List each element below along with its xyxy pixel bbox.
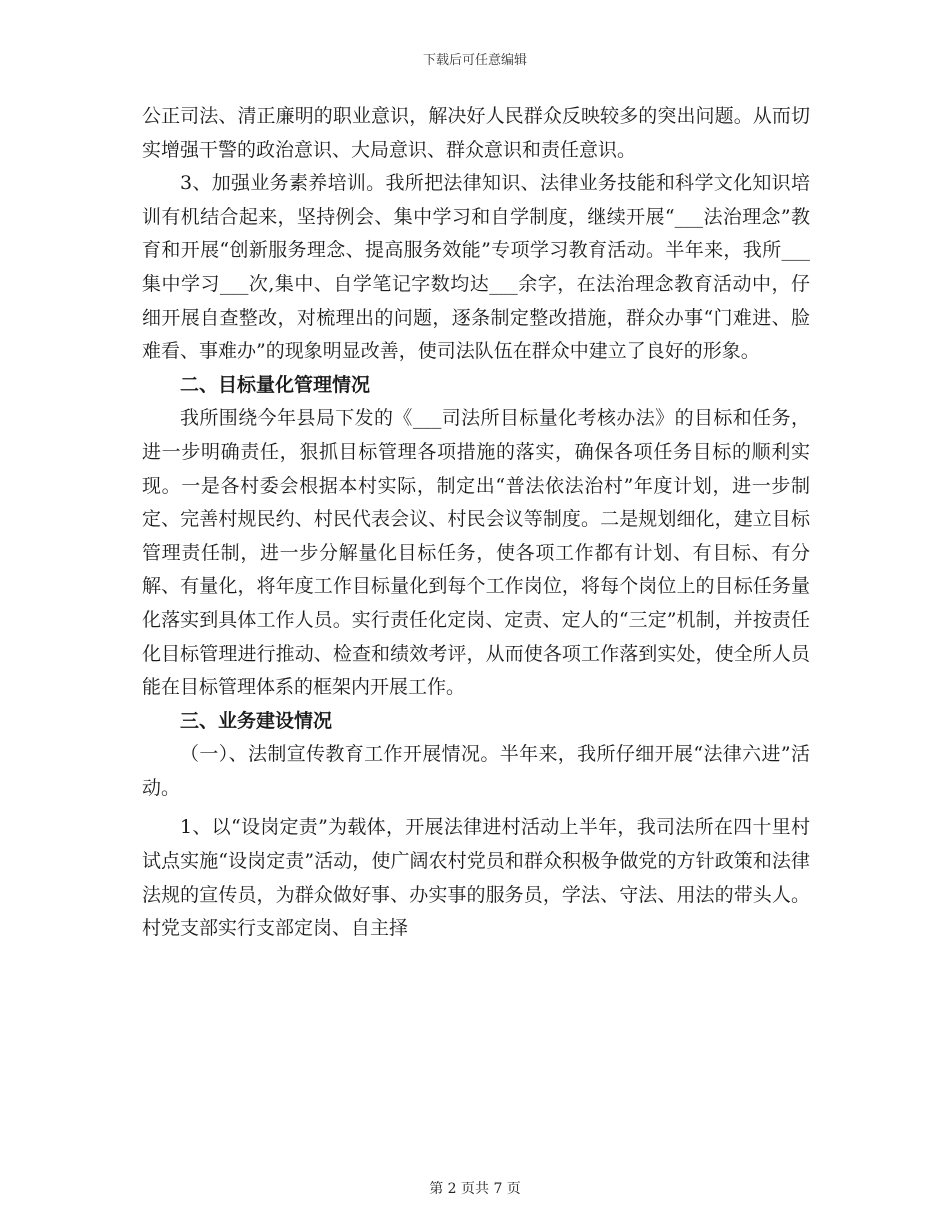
paragraph-legal-publicity: （一）、法制宣传教育工作开展情况。半年来，我所仔细开展“法律六进”活动。: [142, 743, 810, 799]
section-heading-target-management: 二、目标量化管理情况: [180, 373, 371, 396]
page-footer: 第 2 页共 7 页: [429, 1181, 521, 1197]
page-header: 下载后可任意编辑: [422, 53, 527, 68]
paragraph-continuation: 公正司法、清正廉明的职业意识，解决好人民群众反映较多的突出问题。从而切实增强干警的政治意识、大局意识、群众意识和责任意识。: [142, 105, 810, 161]
paragraph-training: 3、加强业务素养培训。我所把法律知识、法律业务技能和科学文化知识培训有机结合起来，坚持例会、集中学习和自学制度，继续开展“___法治理念”教育和开展“创新服务理念、提高服务效能”专项学习教育活动。半年来，我所___集中学习___次,集中、自学笔记字数均达___余字，在法治理念教育活动中，仔细开展自查整改，对梳理出的问题，逐条制定整改措施，群众办事“门难进、脸难看、事难办”的现象明显改善，使司法队伍在群众中建立了良好的形象。: [142, 172, 810, 363]
section-heading-business-construction: 三、业务建设情况: [180, 709, 333, 732]
paragraph-target-management: 我所围绕今年县局下发的《___司法所目标量化考核办法》的目标和任务，进一步明确责任，狠抓目标管理各项措施的落实，确保各项任务目标的顺利实现。一是各村委会根据本村实际，制定出“普法依法治村”年度计划，进一步制定、完善村规民约、村民代表会议、村民会议等制度。二是规划细化，建立目标管理责任制，进一步分解量化目标任务，使各项工作都有计划、有目标、有分解、有量化，将年度工作目标量化到每个工作岗位，将每个岗位上的目标任务量化落实到具体工作人员。实行责任化定岗、定责、定人的“三定”机制，并按责任化目标管理进行推动、检查和绩效考评，从而使各项工作落到实处，使全所人员能在目标管理体系的框架内开展工作。: [142, 407, 810, 699]
paragraph-village-activity: 1、以“设岗定责”为载体，开展法律进村活动上半年，我司法所在四十里村试点实施“设岗定责”活动，使广阔农村党员和群众积极争做党的方针政策和法律法规的宣传员，为群众做好事、办实事的服务员，学法、守法、用法的带头人。村党支部实行支部定岗、自主择: [142, 816, 810, 940]
document-body: [142, 100, 810, 946]
